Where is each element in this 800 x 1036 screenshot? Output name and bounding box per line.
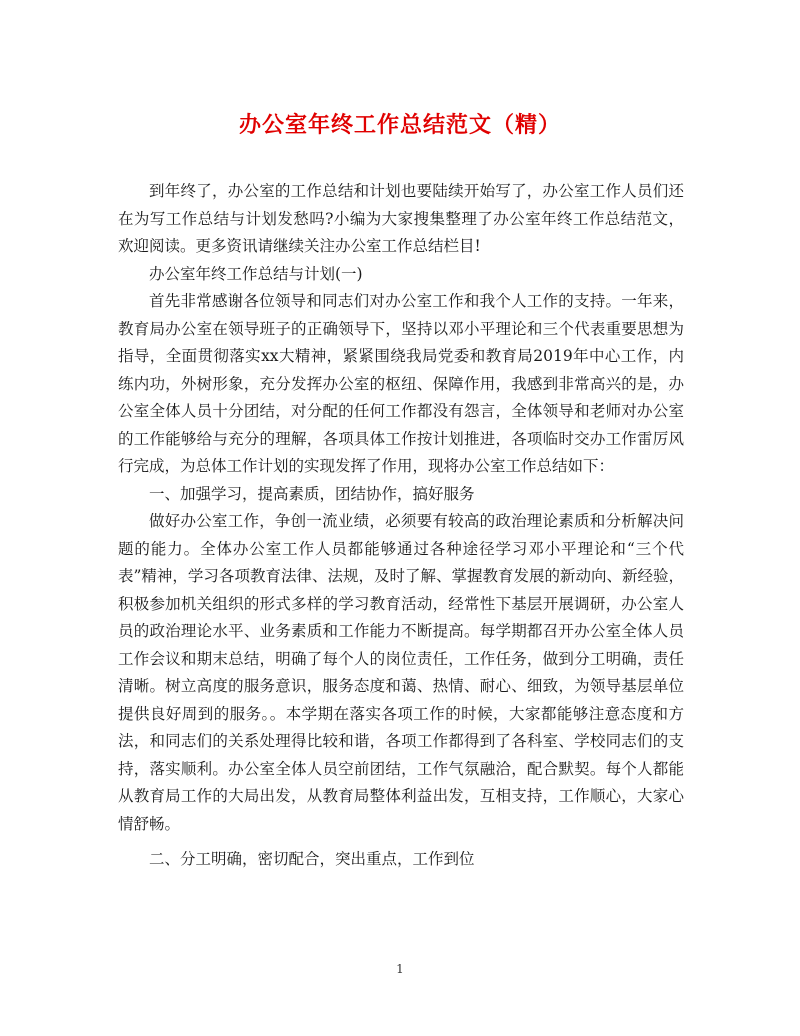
document-body xyxy=(118,178,684,874)
document-title: 办公室年终工作总结范文（精） xyxy=(238,112,561,138)
opening-paragraph: 首先非常感谢各位领导和同志们对办公室工作和我个人工作的支持。一年来，教育局办公室在领导班子的正确领导下，坚持以邓小平理论和三个代表重要思想为指导，全面贯彻落实xx大精神，紧紧围绕我局党委和教育局2019年中心工作，内练内功，外树形象，充分发挥办公室的枢纽、保障作用，我感到非常高兴的是，办公室全体人员十分团结，对分配的任何工作都没有怨言，全体领导和老师对办公室的工作能够给与充分的理解，各项具体工作按计划推进，各项临时交办工作雷厉风行完成，为总体工作计划的实现发挥了作用，现将办公室工作总结如下： xyxy=(118,292,684,475)
intro-paragraph: 到年终了，办公室的工作总结和计划也要陆续开始写了，办公室工作人员们还在为写工作总结与计划发愁吗?小编为大家搜集整理了办公室年终工作总结范文，欢迎阅读。更多资讯请继续关注办公室工作总结栏目! xyxy=(118,182,684,255)
page-number: 1 xyxy=(396,962,404,976)
section-heading-2: 二、分工明确，密切配合，突出重点，工作到位 xyxy=(149,850,475,868)
section-heading-1: 一、加强学习，提高素质，团结协作，搞好服务 xyxy=(149,484,475,503)
section-1-paragraph: 做好办公室工作，争创一流业绩，必须要有较高的政治理论素质和分析解决问题的能力。全体办公室工作人员都能够通过各种途径学习邓小平理论和“三个代表”精神，学习各项教育法律、法规，及时了解、掌握教育发展的新动向、新经验，积极参加机关组织的形式多样的学习教育活动，经常性下基层开展调研，办公室人员的政治理论水平、业务素质和工作能力不断提高。每学期都召开办公室全体人员工作会议和期末总结，明确了每个人的岗位责任，工作任务，做到分工明确，责任清晰。树立高度的服务意识，服务态度和蔼、热情、耐心、细致，为领导基层单位提供良好周到的服务。。本学期在落实各项工作的时候，大家都能够注意态度和方法，和同志们的关系处理得比较和谐，各项工作都得到了各科室、学校同志们的支持，落实顺利。办公室全体人员空前团结，工作气氛融洽，配合默契。每个人都能从教育局工作的大局出发，从教育局整体利益出发，互相支持，工作顺心，大家心情舒畅。 xyxy=(118,512,684,833)
section-subtitle: 办公室年终工作总结与计划(一) xyxy=(149,264,363,283)
